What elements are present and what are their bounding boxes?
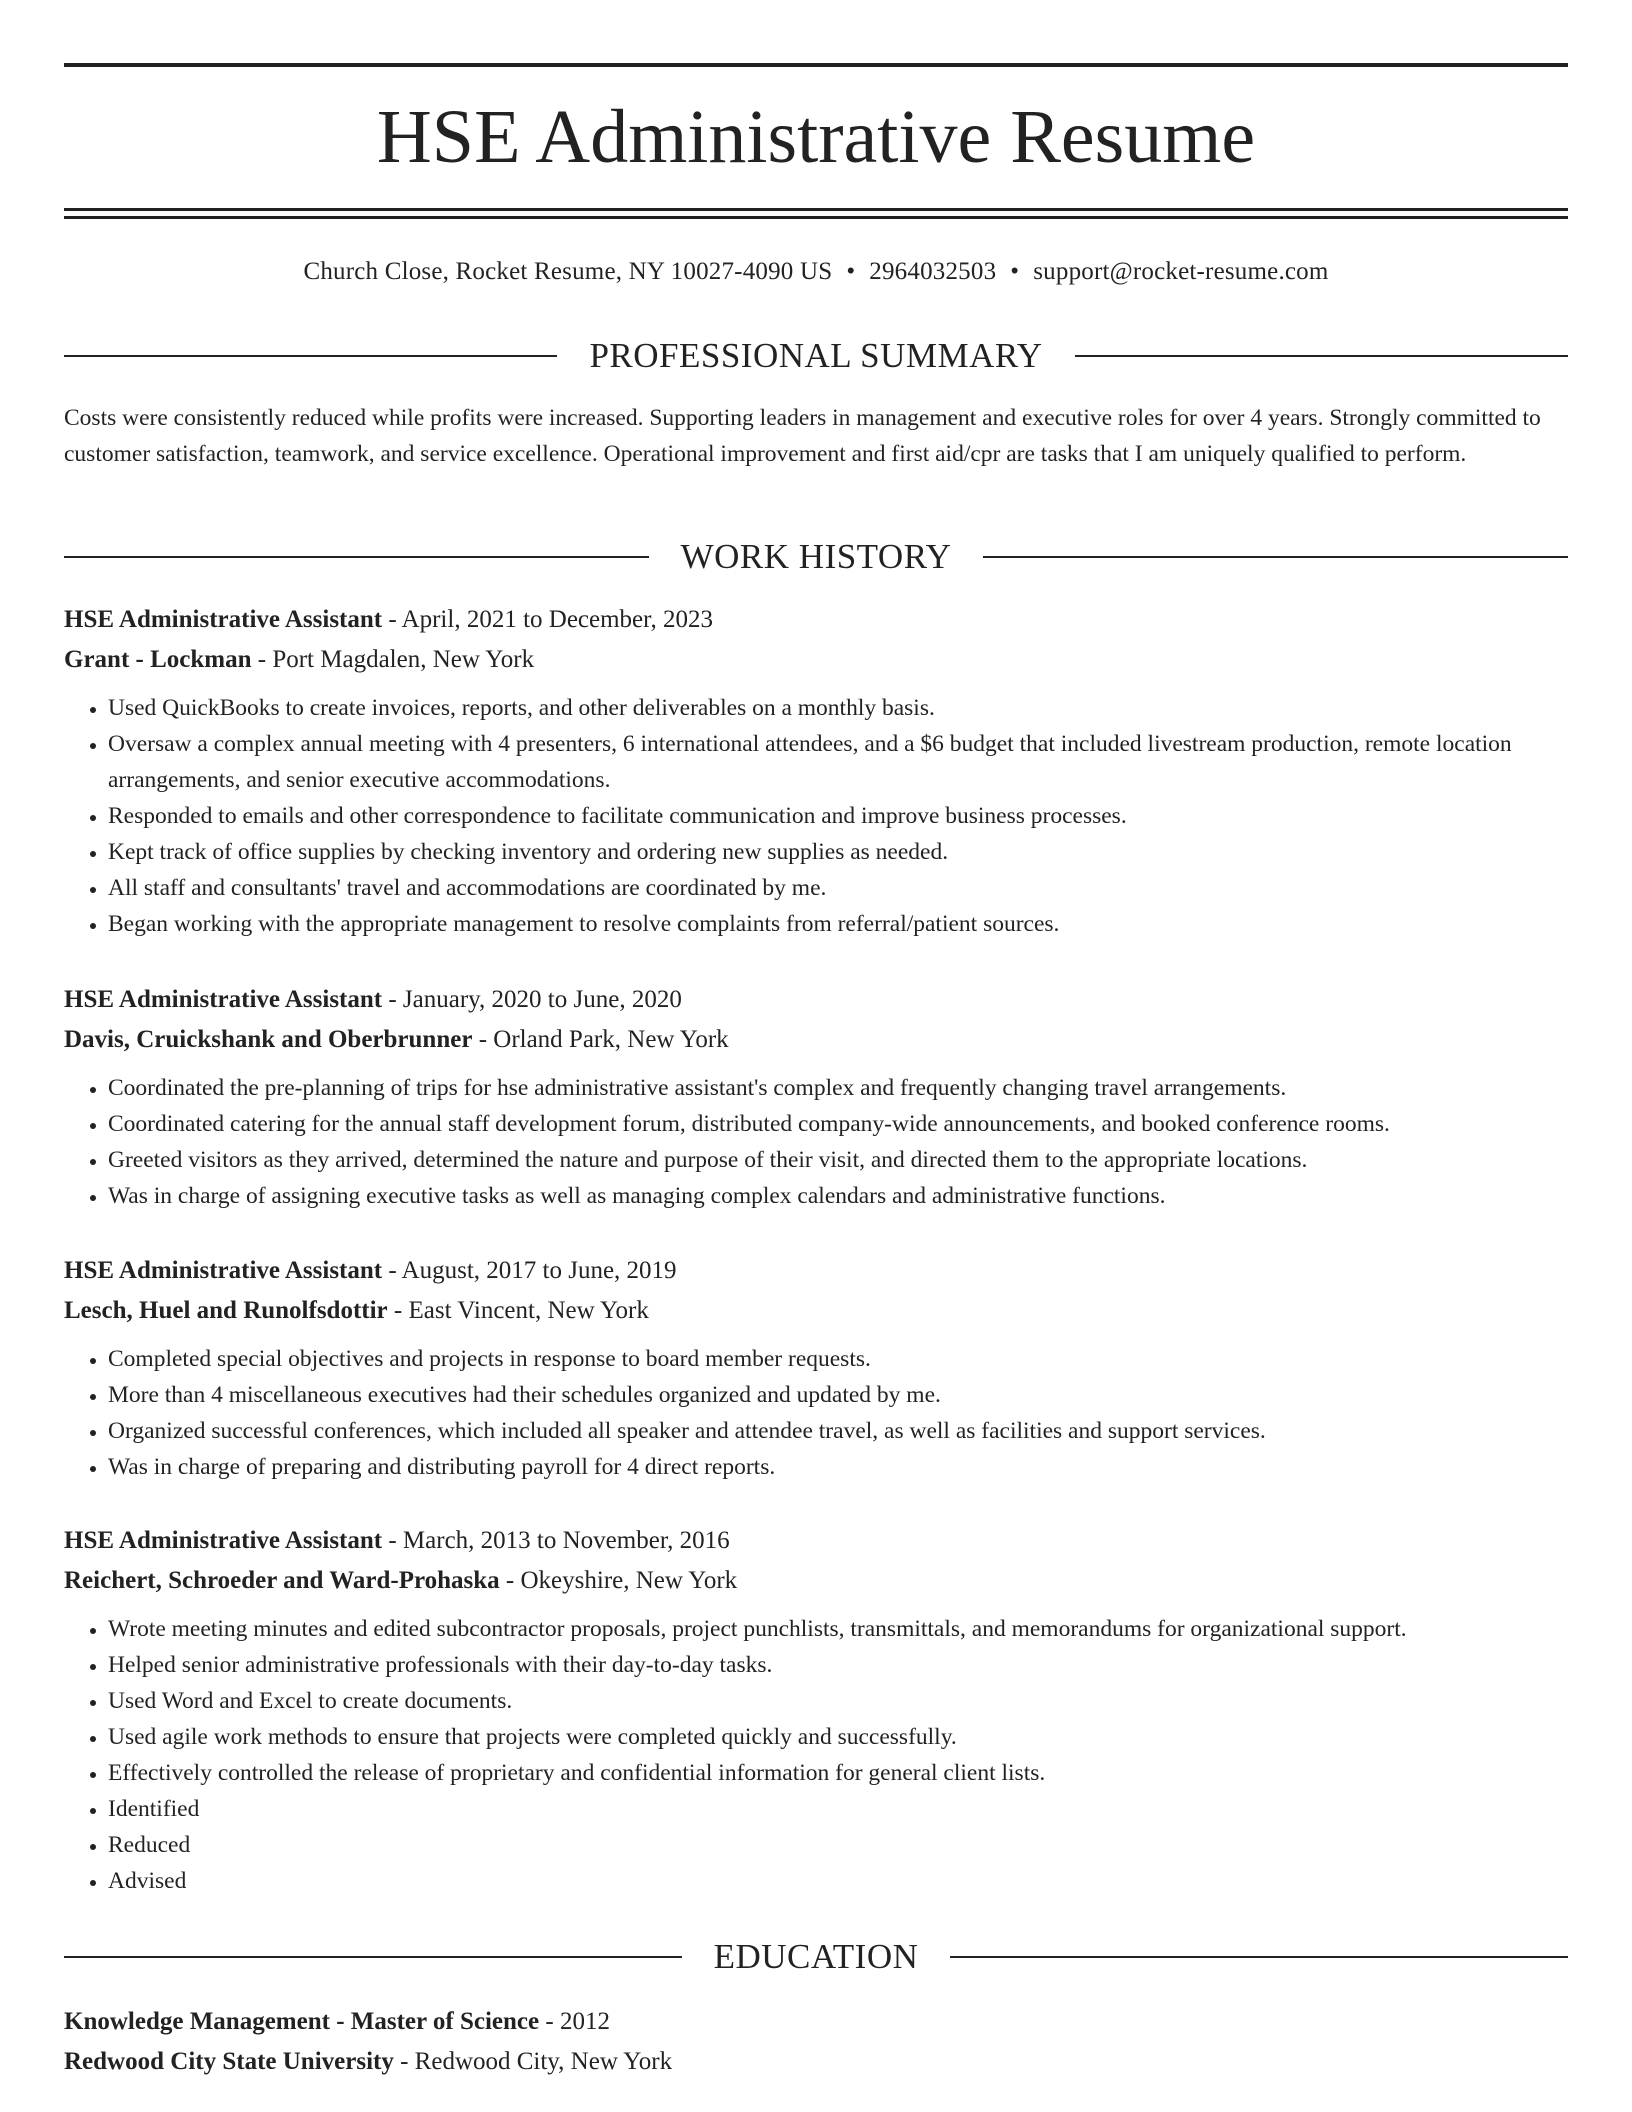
job-dates: - August, 2017 to June, 2019 [382, 1257, 677, 1284]
job-title: HSE Administrative Assistant [64, 1527, 383, 1554]
job-title: HSE Administrative Assistant [64, 606, 383, 633]
job-bullet: • Was in charge of preparing and distributing payroll for 4 direct reports. [108, 1449, 1568, 1485]
job-dates: - April, 2021 to December, 2023 [382, 606, 713, 633]
job-dates: - March, 2013 to November, 2016 [382, 1527, 730, 1554]
job-title: HSE Administrative Assistant [64, 986, 383, 1013]
job-location: - East Vincent, New York [387, 1297, 649, 1324]
top-rule [64, 63, 1568, 67]
contact-address: Church Close, Rocket Resume, NY 10027-4090 US [303, 258, 833, 285]
education-school: Redwood City State University [64, 2048, 394, 2075]
heading-rule-right [983, 556, 1568, 558]
job-bullet: • Reduced [108, 1827, 1568, 1863]
education-degree: Knowledge Management - Master of Science [64, 2008, 540, 2035]
job-bullet: • Was in charge of assigning executive tasks as well as managing complex calendars and administrative functions. [108, 1178, 1568, 1214]
job-bullet: • Identified [108, 1791, 1568, 1827]
job-company-row [64, 640, 1568, 680]
job-bullet: • Began working with the appropriate management to resolve complaints from referral/patient sources. [108, 906, 1568, 942]
job-company: Grant - Lockman [64, 646, 252, 673]
job-bullet: • Used Word and Excel to create documents. [108, 1683, 1568, 1719]
job-location: - Orland Park, New York [472, 1026, 729, 1053]
education-degree-row [64, 2002, 1568, 2042]
summary-text: Costs were consistently reduced while profits were increased. Supporting leaders in management and executive roles for over 4 years. Strongly committed to customer satisfaction, teamwork, and service excellence. Operational improvement and first aid/cpr are tasks that I am uniquely qualified to perform. [64, 405, 1541, 467]
job-dates: - January, 2020 to June, 2020 [382, 986, 682, 1013]
section-title: EDUCATION [713, 1937, 919, 1976]
heading-rule-left [64, 556, 649, 558]
contact-email: support@rocket-resume.com [1033, 258, 1329, 285]
job-bullet: • All staff and consultants' travel and accommodations are coordinated by me. [108, 870, 1568, 906]
education-location: - Redwood City, New York [393, 2048, 673, 2075]
job-location: - Port Magdalen, New York [251, 646, 535, 673]
heading-rule-right [1075, 355, 1568, 357]
job-bullet: • Responded to emails and other correspondence to facilitate communication and improve business processes. [108, 798, 1568, 834]
job-bullets [64, 1341, 1568, 1485]
job-bullet: • Used agile work methods to ensure that projects were completed quickly and successfully. [108, 1719, 1568, 1755]
job-company-row [64, 1561, 1568, 1601]
job-bullet: • Coordinated catering for the annual staff development forum, distributed company-wide announcements, and booked conference rooms. [108, 1106, 1568, 1142]
section-title: WORK HISTORY [680, 537, 952, 576]
contact-phone: 2964032503 [869, 258, 997, 285]
job-bullet: • Effectively controlled the release of proprietary and confidential information for general client lists. [108, 1755, 1568, 1791]
job-location: - Okeyshire, New York [499, 1567, 738, 1594]
heading-rule-left [64, 355, 557, 357]
job-bullet: • Greeted visitors as they arrived, determined the nature and purpose of their visit, and directed them to the appropriate locations. [108, 1142, 1568, 1178]
heading-rule-right [950, 1956, 1568, 1958]
education-entry [64, 2002, 1568, 2082]
job-bullet: • Coordinated the pre-planning of trips for hse administrative assistant's complex and frequently changing travel arrangements. [108, 1070, 1568, 1106]
resume-title: HSE Administrative Resume [376, 95, 1256, 179]
job-bullet: • More than 4 miscellaneous executives had their schedules organized and updated by me. [108, 1377, 1568, 1413]
job-bullets [64, 1070, 1568, 1214]
job-company-row [64, 1291, 1568, 1331]
job-title-row [64, 980, 1568, 1020]
job-bullet: • Advised [108, 1863, 1568, 1899]
contact-separator: • [1010, 258, 1020, 285]
job-bullet: • Completed special objectives and projects in response to board member requests. [108, 1341, 1568, 1377]
education-year: - 2012 [539, 2008, 610, 2035]
job-company: Davis, Cruickshank and Oberbrunner [64, 1026, 473, 1053]
job-entry [64, 980, 1568, 1214]
job-bullet: • Oversaw a complex annual meeting with 4 presenters, 6 international attendees, and a $6 budget that included livestream production, remote location arrangements, and senior executive accommodations. [108, 726, 1568, 798]
job-title-row [64, 1521, 1568, 1561]
job-company: Lesch, Huel and Runolfsdottir [64, 1297, 388, 1324]
job-title-row [64, 600, 1568, 640]
heading-rule-left [64, 1956, 682, 1958]
job-bullet: • Used QuickBooks to create invoices, reports, and other deliverables on a monthly basis. [108, 690, 1568, 726]
section-heading-education [64, 1937, 1568, 1977]
job-entry [64, 1251, 1568, 1485]
job-company: Reichert, Schroeder and Ward-Prohaska [64, 1567, 500, 1594]
job-bullet: • Wrote meeting minutes and edited subcontractor proposals, project punchlists, transmittals, and memorandums for organizational support. [108, 1611, 1568, 1647]
header-rule-lower [64, 216, 1568, 219]
education-school-row [64, 2042, 1568, 2082]
job-title-row [64, 1251, 1568, 1291]
header-rule-upper [64, 208, 1568, 211]
job-bullets [64, 1611, 1568, 1899]
job-company-row [64, 1020, 1568, 1060]
section-heading-summary [64, 336, 1568, 376]
section-title: PROFESSIONAL SUMMARY [589, 336, 1043, 375]
job-entry [64, 600, 1568, 942]
job-title: HSE Administrative Assistant [64, 1257, 383, 1284]
job-entry [64, 1521, 1568, 1899]
job-bullet: • Helped senior administrative professionals with their day-to-day tasks. [108, 1647, 1568, 1683]
contact-line [64, 256, 1568, 288]
section-heading-work-history [64, 537, 1568, 577]
job-bullet: • Kept track of office supplies by checking inventory and ordering new supplies as needed. [108, 834, 1568, 870]
job-bullets [64, 690, 1568, 942]
contact-separator: • [846, 258, 856, 285]
job-bullet: • Organized successful conferences, which included all speaker and attendee travel, as well as facilities and support services. [108, 1413, 1568, 1449]
